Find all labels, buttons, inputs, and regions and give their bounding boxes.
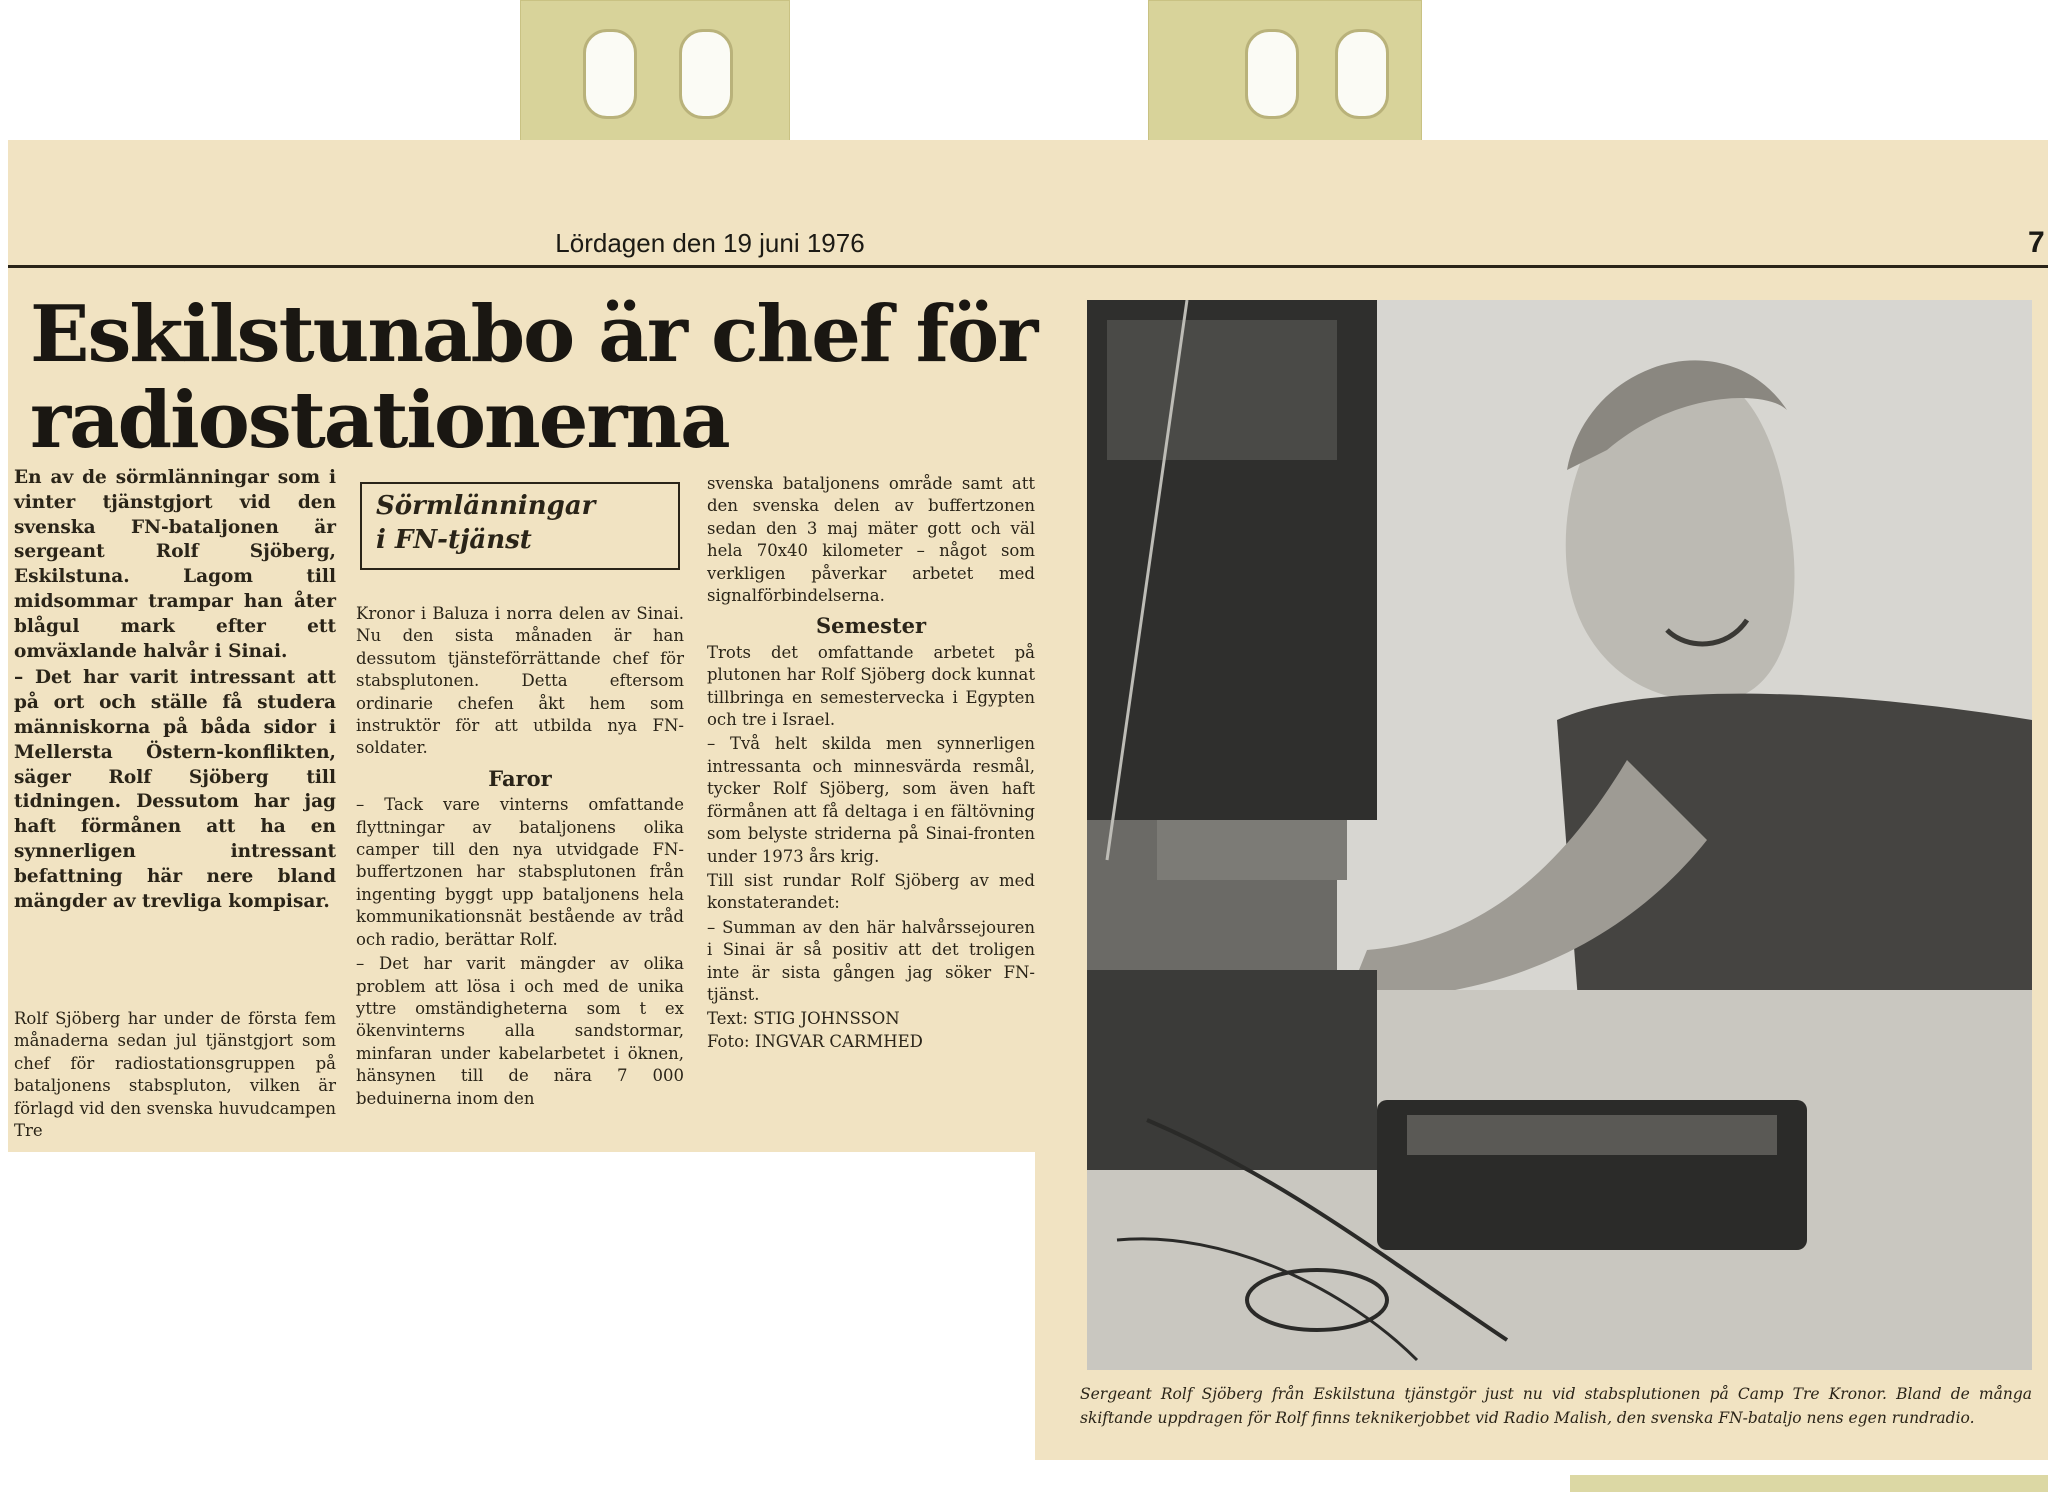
body-paragraph: Trots det omfattande arbetet på plutonen har Rolf Sjöberg dock kunnat tillbringa en semestervecka i Egypten och tre i Israel.	[707, 642, 1035, 730]
body-paragraph: Till sist rundar Rolf Sjöberg av med konstaterandet:	[707, 870, 1035, 913]
body-paragraph: – Summan av den här halvårssejouren i Sinai är så positiv att det troligen inte är sista gången jag söker FN-tjänst.	[707, 917, 1035, 1004]
article-column-2	[356, 603, 684, 1112]
tape-strip-bottom	[1570, 1475, 2048, 1492]
tape-strip-right	[1148, 0, 1422, 142]
series-box	[360, 482, 680, 570]
article-photo	[1087, 300, 2032, 1370]
body-paragraph: Kronor i Baluza i norra delen av Sinai. Nu den sista månaden är han dessutom tjänsteförrättande chef för stabsplutonen. Detta eftersom ordinarie chefen åkt hem som instruktör för att utbilda nya FN-soldater.	[356, 604, 684, 758]
series-box-line-1: Sörmlänningar	[376, 491, 596, 521]
series-box-line-2: i FN-tjänst	[376, 525, 532, 555]
body-paragraph: – Det har varit mängder av olika problem att lösa i och med de unika yttre omständigheterna som t ex ökenvinterns alla sandstormar, minfaran under kabelarbetet i öknen, hänsynen till de nära 7 000 beduinerna inom den	[356, 954, 684, 1108]
header-rule	[8, 265, 2048, 268]
punch-hole	[583, 29, 637, 119]
page-number: 7	[2028, 226, 2045, 259]
body-paragraph: – Två helt skilda men synnerligen intressanta och minnesvärda resmål, tycker Rolf Sjöberg, som även haft förmånen att få deltaga i en fältövning som belyste striderna på Sinai-fronten under 1973 års krig.	[707, 734, 1035, 866]
photo-sergeant-at-radio	[1087, 300, 2032, 1370]
body-paragraph: Rolf Sjöberg har under de första fem månaderna sedan jul tjänstgjort som chef för radiostationsgruppen på bataljonens stabspluton, vilken är förlagd vid den svenska huvudcampen Tre	[14, 1009, 336, 1141]
lead-paragraph: En av de sörmlänningar som i vinter tjänstgjort vid den svenska FN-bataljonen är sergeant Rolf Sjöberg, Eskilstuna. Lagom till midsommar trampar han åter blågul mark efter ett omväxlande halvår i Sinai.	[14, 467, 336, 662]
photo-credit: Foto: INGVAR CARMHED	[707, 1031, 923, 1051]
text-credit: Text: STIG JOHNSSON	[707, 1009, 900, 1029]
subheading-semester: Semester	[815, 613, 927, 639]
tape-strip-left	[520, 0, 790, 142]
article-column-1-lead	[14, 466, 336, 916]
photo-caption: Sergeant Rolf Sjöberg från Eskilstuna tjänstgör just nu vid stabsplutionen på Camp Tre Kronor. Bland de många skiftande uppdragen för Rolf finns teknikerjobbet vid Radio Malish, den svenska FN-bataljo nens egen rundradio.	[1080, 1385, 2032, 1427]
subheading-faror: Faror	[488, 765, 552, 791]
dateline: Lördagen den 19 juni 1976	[555, 228, 865, 258]
punch-hole	[1245, 29, 1299, 119]
quote-paragraph: – Det har varit intressant att på ort och ställe få studera människorna på båda sidor i Mellersta Östern-konflikten, säger Rolf Sjöberg till tidningen. Dessutom har jag haft förmånen att ha en synnerligen intressant befattning här nere bland mängder av trevliga kompisar.	[14, 667, 336, 912]
punch-hole	[1335, 29, 1389, 119]
article-column-3	[707, 473, 1035, 1053]
punch-hole	[679, 29, 733, 119]
body-paragraph: svenska bataljonens område samt att den svenska delen av buffertzonen sedan den 3 maj mäter gott och väl hela 70x40 kilometer – något som verkligen påverkar arbetet med signalförbindelserna.	[707, 474, 1035, 606]
headline: Eskilstunabo är chef för radiostationerna	[30, 289, 1037, 466]
body-paragraph: – Tack vare vinterns omfattande flyttningar av bataljonens olika camper till den nya utvidgade FN-buffertzonen har stabsplutonen från ingenting byggt upp bataljonens hela kommunikationsnät bestående av tråd och radio, berättar Rolf.	[356, 795, 684, 949]
article-column-1-body	[14, 1008, 336, 1144]
